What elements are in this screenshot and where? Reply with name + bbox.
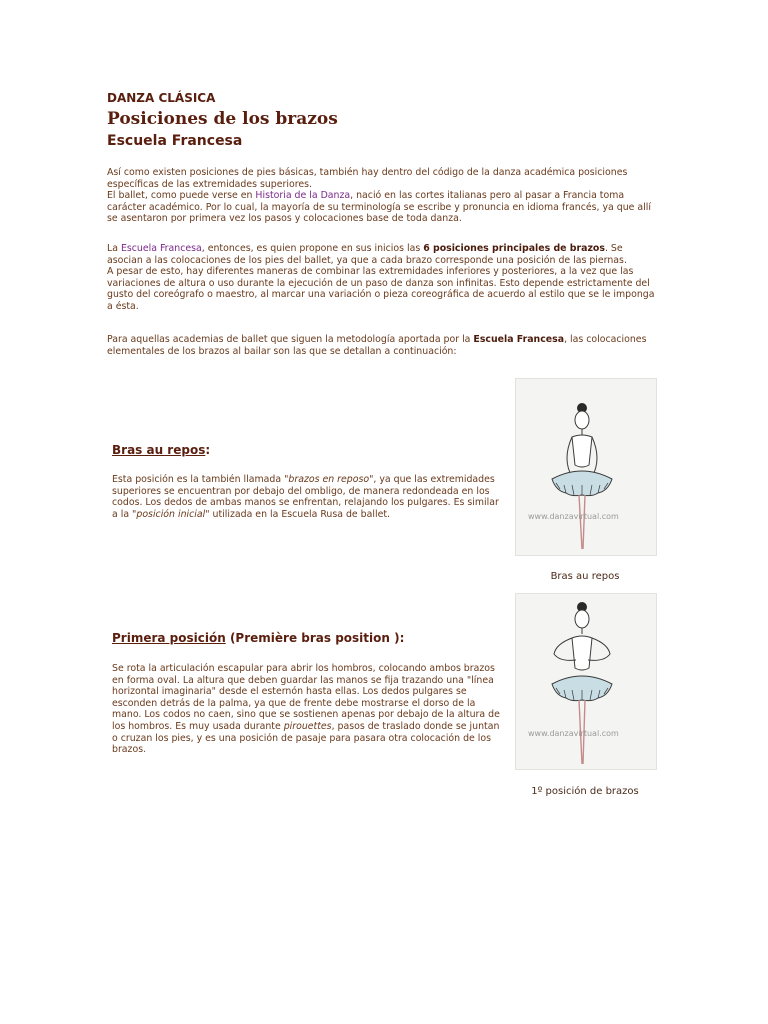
caption-primera-posicion: 1º posición de brazos: [531, 786, 639, 797]
intro-line: específicas de las extremidades superiores.: [107, 178, 312, 190]
section-heading-link[interactable]: Bras au repos: [112, 443, 206, 457]
body-emphasis: posición inicial: [136, 508, 206, 520]
section-heading-link[interactable]: Primera posición: [112, 631, 226, 645]
intro-line: [107, 190, 667, 202]
escuela-text: . Se: [604, 243, 623, 254]
intro-text: , nació en las cortes italianas pero al pasar a Francia toma: [350, 190, 625, 202]
intro-paragraph: [107, 167, 667, 225]
bodice: [572, 636, 592, 670]
escuela-line: gusto del coreógrafo o maestro, al marcar una variación o pieza coreográfica de acuerdo al estilo que se le imponga: [107, 289, 655, 301]
body-line: [112, 721, 504, 733]
ballerina-drawing: [516, 379, 656, 555]
body-line: codos. Los dedos de ambas manos se enfrentan, relajando los pulgares. Es similar: [112, 497, 499, 509]
head: [575, 411, 589, 429]
body-line: [112, 474, 504, 486]
metodo-paragraph: [107, 334, 667, 357]
section-body-bras-au-repos: [112, 474, 504, 520]
body-line: horizontal imaginaria" desde el esternón hasta ellas. Los dedos pulgares se: [112, 686, 467, 698]
body-text: " utilizada en la Escuela Rusa de ballet.: [205, 508, 390, 520]
escuela-paragraph: [107, 243, 667, 313]
metodo-line: elementales de los brazos al bailar son las que se detallan a continuación:: [107, 345, 457, 357]
intro-line: carácter académico. Por lo cual, la mayoría de su terminología se escribe y pronuncia en idioma francés, ya que allí: [107, 201, 651, 213]
historia-de-la-danza-link[interactable]: Historia de la Danza: [255, 190, 351, 202]
section-heading-primera-posicion: [112, 631, 404, 645]
section-heading-suffix: (Première bras position ):: [225, 631, 405, 645]
body-text: , pasos de traslado donde se juntan: [331, 720, 500, 732]
body-line: superiores se encuentran por debajo del ombligo, de manera redondeada en los: [112, 485, 490, 497]
page-title: Posiciones de los brazos: [107, 109, 338, 129]
body-emphasis: pirouettes: [283, 720, 332, 732]
escuela-line: a ésta.: [107, 300, 139, 312]
body-emphasis: brazos en reposo: [288, 474, 370, 485]
section-body-primera-posicion: [112, 663, 504, 756]
escuela-line: variaciones de altura o uso durante la ejecución de un paso de danza son infinitas. Esto depende estrictamente del: [107, 277, 650, 289]
intro-line: se asentaron por primera vez los pasos y colocaciones base de toda danza.: [107, 213, 462, 225]
head: [575, 610, 589, 628]
intro-line: Así como existen posiciones de pies básicas, también hay dentro del código de la danza académica posiciones: [107, 167, 628, 178]
body-line: mano. Los codos no caen, sino que se sostienen apenas por debajo de la altura de: [112, 709, 500, 721]
body-line: Se rota la articulación escapular para abrir los hombros, colocando ambos brazos: [112, 663, 495, 674]
watermark: www.danzavirtual.com: [528, 512, 619, 521]
metodo-line: [107, 334, 667, 346]
escuela-line: [107, 243, 667, 255]
escuela-text: , entonces, es quien propone en sus inicios las: [201, 243, 424, 254]
body-line: o cruzan los pies, y es una posición de pasaje para pasara otra colocación de los: [112, 732, 492, 744]
ballerina-illustration-repos: [515, 378, 657, 556]
escuela-line: asocian a las colocaciones de los pies del ballet, ya que a cada brazo corresponde una posición de las piernas.: [107, 254, 627, 266]
metodo-text: Para aquellas academias de ballet que siguen la metodología aportada por la: [107, 334, 474, 345]
ballerina-drawing: [516, 594, 656, 769]
metodo-strong: Escuela Francesa: [473, 334, 565, 345]
escuela-text: La: [107, 243, 121, 254]
body-text: Esta posición es la también llamada ": [112, 474, 289, 485]
metodo-text: , las colocaciones: [564, 334, 647, 345]
body-line: esconden detrás de la palma, ya que de frente debe mostrarse el dorso de la: [112, 697, 476, 709]
body-text: a la ": [112, 508, 137, 520]
section-heading-bras-au-repos: [112, 443, 210, 457]
bodice: [572, 435, 592, 467]
body-line: brazos.: [112, 744, 147, 756]
caption-bras-au-repos: Bras au repos: [550, 571, 620, 582]
escuela-strong: 6 posiciones principales de brazos: [423, 243, 605, 254]
page-subtitle: Escuela Francesa: [107, 133, 243, 149]
body-line: [112, 509, 504, 521]
body-line: en forma oval. La altura que deben guardar las manos se fija trazando una "línea: [112, 674, 494, 686]
ballerina-illustration-primera: [515, 593, 657, 770]
escuela-francesa-link[interactable]: Escuela Francesa: [120, 243, 202, 254]
section-kicker: DANZA CLÁSICA: [107, 91, 216, 105]
escuela-line: A pesar de esto, hay diferentes maneras de combinar las extremidades inferiores y posteriores, a la vez que las: [107, 266, 634, 278]
intro-text: El ballet, como puede verse en: [107, 190, 256, 202]
body-text: los hombros. Es muy usada durante: [112, 720, 284, 732]
body-text: ", ya que las extremidades: [369, 474, 495, 485]
section-heading-suffix: :: [205, 443, 211, 457]
watermark: www.danzavirtual.com: [528, 729, 619, 738]
